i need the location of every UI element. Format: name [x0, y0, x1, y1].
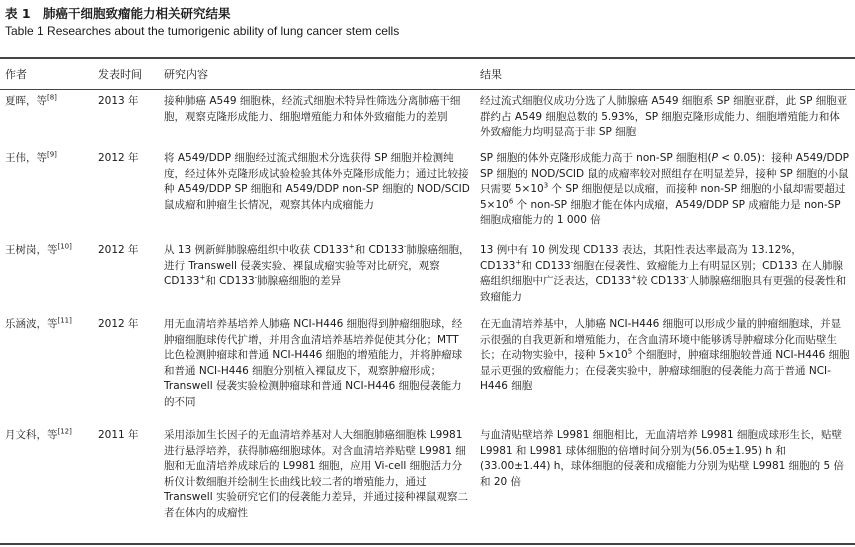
result-text: 细胞在侵袭性、致瘤能力上有明显区别；CD133 在人肺腺癌组织细胞中广泛表达，CD133: [480, 259, 843, 288]
result-cell: [480, 317, 850, 395]
year-cell: 2012 年: [98, 152, 139, 164]
reference-marker: [11]: [57, 316, 72, 325]
author-name: 王伟，等: [5, 152, 47, 164]
reference-marker: [12]: [57, 427, 72, 436]
exponent: 5: [627, 347, 633, 356]
reference-marker: [8]: [47, 93, 57, 102]
superscript-sign: -: [254, 273, 258, 282]
superscript-sign: +: [630, 273, 637, 282]
author-cell: [5, 151, 93, 167]
exponent: 3: [543, 181, 549, 190]
reference-marker: [10]: [57, 242, 72, 251]
content-cell: 将 A549/DDP 细胞经过流式细胞术分选获得 SP 细胞并检测纯度，经过体外克隆形成试验检验其体外克隆形成能力；通过比较接种 A549/DDP SP 细胞和 A549/DDP non-SP 细胞的 NOD/SCID 鼠成瘤和肿瘤生长情况，观察其体内成瘤能力: [164, 152, 470, 211]
content-text: 从 13 例新鲜肺腺癌组织中收获 CD133: [164, 244, 349, 256]
reference-marker: [9]: [47, 150, 57, 159]
superscript-sign: -: [570, 258, 574, 267]
header-year: 发表时间: [98, 68, 142, 81]
superscript-sign: +: [348, 242, 355, 251]
table-top-rule: [0, 57, 855, 59]
author-name: 王树岗，等: [5, 244, 58, 256]
table-bottom-rule: [0, 543, 855, 545]
result-cell: [480, 151, 850, 229]
content-cell: [164, 243, 470, 290]
content-text: 肺腺癌细胞的差异: [257, 275, 342, 288]
result-text: 13 例中有 10 例发现 CD133 表达，其阳性表达率最高为 13.12%，CD133: [480, 244, 802, 272]
year-cell: 2012 年: [98, 244, 139, 256]
table-caption-chinese: 表 1 肺癌干细胞致瘤能力相关研究结果: [5, 6, 231, 21]
author-name: 夏晖，等: [5, 95, 47, 107]
result-cell: 与血清贴壁培养 L9981 细胞相比，无血清培养 L9981 细胞成球形生长，贴壁 L9981 和 L9981 球体细胞的倍增时间分别为(56.05±1.95) h 和(33.00±1.44) h，球体细胞的侵袭和成瘤能力分别为贴壁 L9981 细胞的 5 倍和 20 倍: [480, 429, 845, 488]
exponent: 6: [508, 197, 514, 206]
author-cell: [5, 317, 93, 333]
superscript-sign: -: [404, 242, 407, 251]
superscript-sign: -: [686, 273, 689, 282]
author-cell: [5, 428, 93, 444]
year-cell: 2013 年: [98, 95, 139, 107]
author-cell: [5, 94, 93, 110]
result-cell: 经过流式细胞仪成功分选了人肺腺癌 A549 细胞系 SP 细胞亚群，此 SP 细胞亚群约占 A549 细胞总数的 5.93%，SP 细胞克隆形成能力、细胞增殖能力和体外致瘤能力均明显高于非 SP 细胞: [480, 95, 848, 139]
result-text: 人肺腺癌细胞具有更强的侵袭性和致瘤能力: [480, 275, 847, 303]
content-text: 肺腺癌细胞，进行 Transwell 侵袭实验、裸鼠成瘤实验等对比研究，观察 CD133: [164, 244, 470, 288]
content-cell: 采用添加生长因子的无血清培养基对人大细胞肺癌细胞株 L9981 进行悬浮培养，获得肺癌细胞球体。对含血清培养贴壁 L9981 细胞和无血清培养成球后的 L9981 细胞，应用 Vi-cell 细胞活力分析仪计数细胞并绘制生长曲线比较二者的增殖能力，通过 Transwell 实验研究它们的侵袭能力差异，并通过接种裸鼠观察二者在体内的成瘤性: [164, 429, 468, 519]
content-cell: 接种肺癌 A549 细胞株，经流式细胞术特异性筛选分离肺癌干细胞，观察克隆形成能力、细胞增殖能力和体外致瘤能力的差别: [164, 95, 461, 123]
result-text: 个 non-SP 细胞才能在体内成瘤，A549/DDP SP 成瘤能力是 non-SP 细胞成瘤能力的 1 000 倍: [480, 198, 841, 227]
author-name: 月文科，等: [5, 429, 58, 441]
result-text: SP 细胞的体外克隆形成能力高于 non-SP 细胞相(: [480, 152, 712, 164]
result-text: 较 CD133: [636, 275, 687, 288]
table-caption-english: Table 1 Researches about the tumorigenic ability of lung cancer stem cells: [5, 24, 400, 38]
superscript-sign: +: [515, 258, 522, 267]
result-text: 在无血清培养基中，人肺癌 NCI-H446 细胞可以形成少量的肿瘤细胞球，并显示很强的自我更新和增殖能力，在含血清环境中能够诱导肿瘤球分化而贴壁生长；在动物实验中，接种 5×10: [480, 318, 842, 362]
header-content: 研究内容: [164, 68, 208, 81]
author-name: 乐涵波，等: [5, 318, 58, 330]
table-header-rule: [0, 89, 855, 90]
superscript-sign: +: [199, 273, 206, 282]
author-cell: [5, 243, 93, 259]
year-cell: 2011 年: [98, 429, 139, 441]
result-text: 个细胞时，肿瘤球细胞较普通 NCI-H446 细胞显示更强的致瘤能力；在侵袭实验中，肿瘤球细胞的侵袭能力高于普通 NCI-H446 细胞: [480, 349, 850, 393]
result-text: 个 SP 细胞便是以成瘤，而接种 non-SP 细胞的小鼠却需要超过 5×10: [480, 183, 846, 211]
content-cell: 用无血清培养基培养人肺癌 NCI-H446 细胞得到肿瘤细胞球，经肿瘤细胞球传代扩增，并用含血清培养基培养促使其分化；MTT 比色检测肿瘤球和普通 NCI-H446 细胞的增殖能力，并将肿瘤球和普通 NCI-H446 细胞分别植入裸鼠皮下，观察肿瘤形成；Transwell 侵袭实验检测肿瘤球和普通 NCI-H446 细胞侵袭能力的不同: [164, 318, 463, 408]
result-text: 和 CD133: [521, 259, 571, 272]
year-cell: 2012 年: [98, 318, 139, 330]
p-value-symbol: P: [711, 152, 718, 164]
header-author: 作者: [5, 68, 27, 81]
content-text: 和 CD133: [354, 244, 405, 256]
header-result: 结果: [480, 68, 502, 81]
result-cell: [480, 243, 850, 305]
result-text: < 0.05)：接种 A549/DDP SP 细胞的 NOD/SCID 鼠的成瘤率较对照组存在明显差异，接种 SP 细胞的小鼠只需要 5×10: [480, 152, 850, 196]
content-text: 和 CD133: [205, 275, 255, 288]
